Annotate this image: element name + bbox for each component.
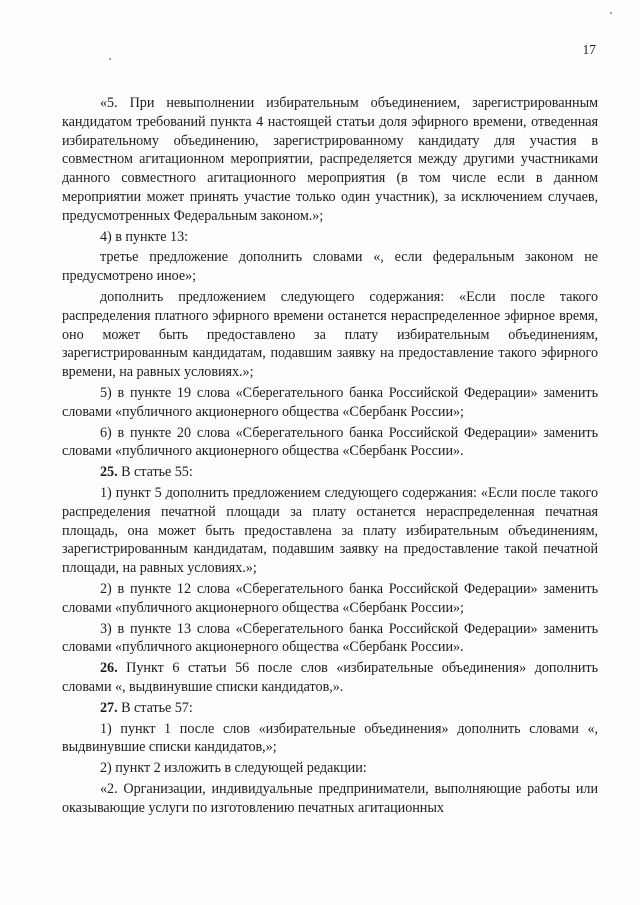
paragraph	[62, 288, 598, 382]
paragraph-text: В статье 57:	[117, 699, 193, 716]
paragraph	[62, 248, 598, 286]
paragraph	[62, 384, 598, 422]
paragraph	[62, 484, 598, 578]
paragraph	[62, 620, 598, 658]
paragraph-text: 1) пункт 1 после слов «избирательные объединения» дополнить словами «, выдвинувшие списки кандидатов,»;	[62, 720, 598, 756]
paragraph-text: 5) в пункте 19 слова «Сберегательного банка Российской Федерации» заменить словами «публичного акционерного общества «Сбербанк России»;	[62, 384, 598, 420]
scan-speck	[610, 12, 612, 14]
paragraph	[62, 580, 598, 618]
paragraph-text: 4) в пункте 13:	[100, 228, 189, 245]
scan-speck	[109, 58, 111, 60]
paragraph	[62, 720, 598, 758]
paragraph-text: 6) в пункте 20 слова «Сберегательного банка Российской Федерации» заменить словами «публичного акционерного общества «Сбербанк России».	[62, 424, 598, 460]
paragraph-lead: 27.	[100, 699, 118, 716]
paragraph-lead: 25.	[100, 464, 118, 481]
paragraph-text: 3) в пункте 13 слова «Сберегательного банка Российской Федерации» заменить словами «публичного акционерного общества «Сбербанк России».	[62, 620, 598, 656]
paragraph-text: «5. При невыполнении избирательным объединением, зарегистрированным кандидатом требований пункта 4 настоящей статьи доля эфирного времени, отведенная избирательному объединению, зарегистрированному кандидату для участия в совместном агитационном мероприятии, распределяется между другими участниками данного совместного агитационного мероприятия (в том числе если в данном мероприятии может принять участие только один участник), за исключением случаев, предусмотренных Федеральным законом.»;	[62, 95, 598, 224]
paragraph	[62, 463, 598, 482]
paragraph-text: третье предложение дополнить словами «, если федеральным законом не предусмотрено иное»;	[62, 249, 598, 285]
paragraph-text: Пункт 6 статьи 56 после слов «избирательные объединения» дополнить словами «, выдвинувшие списки кандидатов,».	[62, 660, 598, 695]
paragraph-text: дополнить предложением следующего содержания: «Если после такого распределения платного эфирного времени останется нераспределенное эфирное время, оно может быть предоставлено за плату избирательным объединениям, зарегистрированным кандидатам, подавшим заявку на предоставление такого эфирного времени, на равных условиях.»;	[62, 288, 598, 381]
paragraph-text: 2) пункт 2 изложить в следующей редакции:	[100, 760, 367, 777]
paragraph-text: 2) в пункте 12 слова «Сберегательного банка Российской Федерации» заменить словами «публичного акционерного общества «Сбербанк России»;	[62, 580, 598, 616]
paragraph-text: В статье 55:	[117, 464, 193, 481]
paragraph	[62, 424, 598, 462]
paragraph-text: 1) пункт 5 дополнить предложением следующего содержания: «Если после такого распределения печатной площади за плату останется нераспределенная печатная площадь, она может быть предоставлена за плату избирательным объединениям, зарегистрированным кандидатам, подавшим заявку на предоставление такой печатной площади, на равных условиях.»;	[62, 484, 598, 577]
paragraph-lead: 26.	[100, 660, 118, 677]
paragraph	[62, 94, 598, 226]
paragraph	[62, 780, 598, 818]
paragraph	[62, 228, 598, 247]
page-number: 17	[582, 42, 596, 57]
paragraph	[62, 699, 598, 718]
paragraph-text: «2. Организации, индивидуальные предприниматели, выполняющие работы или оказывающие услуги по изготовлению печатных агитационных	[62, 780, 598, 816]
document-body	[62, 94, 598, 819]
paragraph	[62, 759, 598, 778]
paragraph	[62, 659, 598, 697]
